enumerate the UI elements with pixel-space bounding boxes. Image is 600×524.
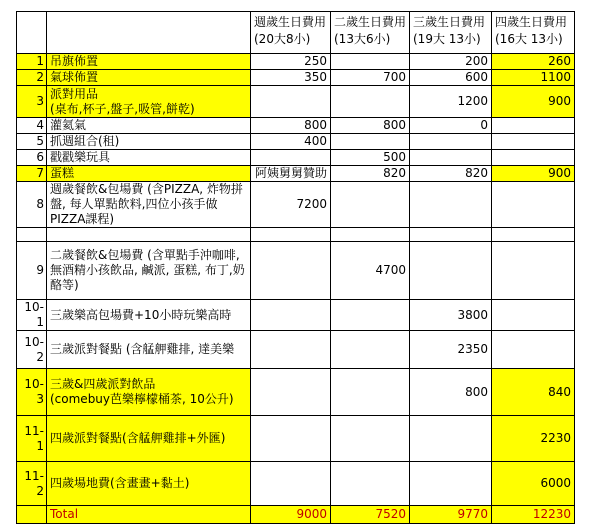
cost-cell-c3: [492, 134, 575, 150]
row-index: 8: [17, 182, 47, 228]
cost-cell-c2: 820: [410, 166, 492, 182]
cost-cell-c2: [410, 182, 492, 228]
cost-cell-c2: 9770: [410, 506, 492, 524]
item-name: 四歲場地費(含畫畫+黏土): [47, 462, 251, 506]
item-name: 吊旗佈置: [47, 54, 251, 70]
table-row: [17, 150, 575, 166]
cost-cell-c2: [410, 228, 492, 242]
cost-cell-c2: [410, 150, 492, 166]
table-row: [17, 134, 575, 150]
item-name: 週歲餐飲&包場費 (含PIZZA, 炸物拼盤, 每人單點飲料,四位小孩手做PIZZA課程): [47, 182, 251, 228]
cost-cell-c2: 3800: [410, 300, 492, 331]
cost-cell-c0: 阿姨舅舅贊助: [251, 166, 331, 182]
cost-cell-c1: [331, 228, 410, 242]
table-row: [17, 166, 575, 182]
cost-cell-c0: [251, 150, 331, 166]
cost-cell-c0: [251, 228, 331, 242]
cost-cell-c1: 820: [331, 166, 410, 182]
table-row: [17, 300, 575, 331]
cost-cell-c2: 2350: [410, 331, 492, 369]
row-index: [17, 228, 47, 242]
cost-cell-c0: [251, 416, 331, 462]
row-index: 2: [17, 70, 47, 86]
cost-cell-c0: 400: [251, 134, 331, 150]
cost-cell-c0: 250: [251, 54, 331, 70]
cost-cell-c2: 1200: [410, 86, 492, 118]
item-name: 三歲&四歲派對飲品 (comebuy芭樂檸檬桶茶, 10公升): [47, 369, 251, 416]
row-index: 1: [17, 54, 47, 70]
column-header-0: [17, 12, 47, 54]
cost-cell-c0: 800: [251, 118, 331, 134]
table-row: [17, 242, 575, 300]
cost-cell-c1: 4700: [331, 242, 410, 300]
cost-cell-c3: 6000: [492, 462, 575, 506]
item-name: 氣球佈置: [47, 70, 251, 86]
cost-cell-c1: [331, 462, 410, 506]
column-header-5: 四歲生日費用 (16大 13小): [492, 12, 575, 54]
cost-cell-c1: 500: [331, 150, 410, 166]
row-index: 4: [17, 118, 47, 134]
table-row: [17, 86, 575, 118]
table-row: [17, 369, 575, 416]
row-index: 10-1: [17, 300, 47, 331]
cost-cell-c0: [251, 86, 331, 118]
cost-cell-c1: 800: [331, 118, 410, 134]
cost-cell-c3: 2230: [492, 416, 575, 462]
row-index: 5: [17, 134, 47, 150]
table-row: [17, 54, 575, 70]
table-row: [17, 462, 575, 506]
column-header-2: 週歲生日費用 (20大8小): [251, 12, 331, 54]
cost-cell-c1: [331, 182, 410, 228]
cost-cell-c1: [331, 134, 410, 150]
cost-cell-c2: [410, 462, 492, 506]
column-header-1: [47, 12, 251, 54]
row-index: 6: [17, 150, 47, 166]
cost-cell-c3: 12230: [492, 506, 575, 524]
item-name: Total: [47, 506, 251, 524]
cost-cell-c2: 0: [410, 118, 492, 134]
row-index: 10-3: [17, 369, 47, 416]
table-row: [17, 228, 575, 242]
cost-cell-c0: [251, 300, 331, 331]
item-name: 二歲餐飲&包場費 (含單點手沖咖啡, 無酒精小孩飲品, 鹹派, 蛋糕, 布丁,奶酪等): [47, 242, 251, 300]
cost-cell-c1: [331, 416, 410, 462]
cost-cell-c1: 700: [331, 70, 410, 86]
row-index: 10-2: [17, 331, 47, 369]
cost-cell-c2: [410, 134, 492, 150]
cost-cell-c1: [331, 300, 410, 331]
cost-cell-c0: [251, 331, 331, 369]
cost-cell-c1: [331, 86, 410, 118]
cost-cell-c0: [251, 369, 331, 416]
cost-cell-c2: [410, 416, 492, 462]
table-row: [17, 118, 575, 134]
table-row: [17, 182, 575, 228]
cost-cell-c0: 7200: [251, 182, 331, 228]
item-name: 三歲派對餐點 (含艋舺雞排, 達美樂: [47, 331, 251, 369]
cost-cell-c1: [331, 331, 410, 369]
cost-cell-c0: 9000: [251, 506, 331, 524]
cost-cell-c3: [492, 242, 575, 300]
column-header-4: 三歲生日費用 (19大 13小): [410, 12, 492, 54]
cost-cell-c0: [251, 462, 331, 506]
item-name: 派對用品 (桌布,杯子,盤子,吸管,餅乾): [47, 86, 251, 118]
cost-cell-c2: [410, 242, 492, 300]
cost-cell-c1: 7520: [331, 506, 410, 524]
row-index: 9: [17, 242, 47, 300]
cost-cell-c3: 260: [492, 54, 575, 70]
cost-table: [16, 11, 575, 524]
item-name: 三歲樂高包場費+10小時玩樂高時: [47, 300, 251, 331]
table-row: [17, 331, 575, 369]
item-name: 灌氦氣: [47, 118, 251, 134]
row-index: 11-1: [17, 416, 47, 462]
cost-cell-c3: [492, 150, 575, 166]
cost-cell-c1: [331, 54, 410, 70]
cost-cell-c3: 900: [492, 86, 575, 118]
cost-cell-c0: [251, 242, 331, 300]
row-index: 7: [17, 166, 47, 182]
header-row: [17, 12, 575, 54]
cost-cell-c3: [492, 228, 575, 242]
row-index: 11-2: [17, 462, 47, 506]
cost-cell-c3: 1100: [492, 70, 575, 86]
table-row: [17, 70, 575, 86]
item-name: [47, 228, 251, 242]
item-name: 四歲派對餐點(含艋舺雞排+外匯): [47, 416, 251, 462]
cost-cell-c0: 350: [251, 70, 331, 86]
cost-cell-c3: [492, 182, 575, 228]
item-name: 戳戳樂玩具: [47, 150, 251, 166]
cost-cell-c3: [492, 300, 575, 331]
cost-cell-c2: 800: [410, 369, 492, 416]
cost-cell-c3: [492, 331, 575, 369]
cost-cell-c3: [492, 118, 575, 134]
cost-cell-c2: 600: [410, 70, 492, 86]
cost-cell-c2: 200: [410, 54, 492, 70]
cost-cell-c3: 900: [492, 166, 575, 182]
item-name: 抓週組合(租): [47, 134, 251, 150]
row-index: 3: [17, 86, 47, 118]
table-row: [17, 416, 575, 462]
cost-cell-c1: [331, 369, 410, 416]
item-name: 蛋糕: [47, 166, 251, 182]
cost-cell-c3: 840: [492, 369, 575, 416]
column-header-3: 二歲生日費用 (13大6小): [331, 12, 410, 54]
